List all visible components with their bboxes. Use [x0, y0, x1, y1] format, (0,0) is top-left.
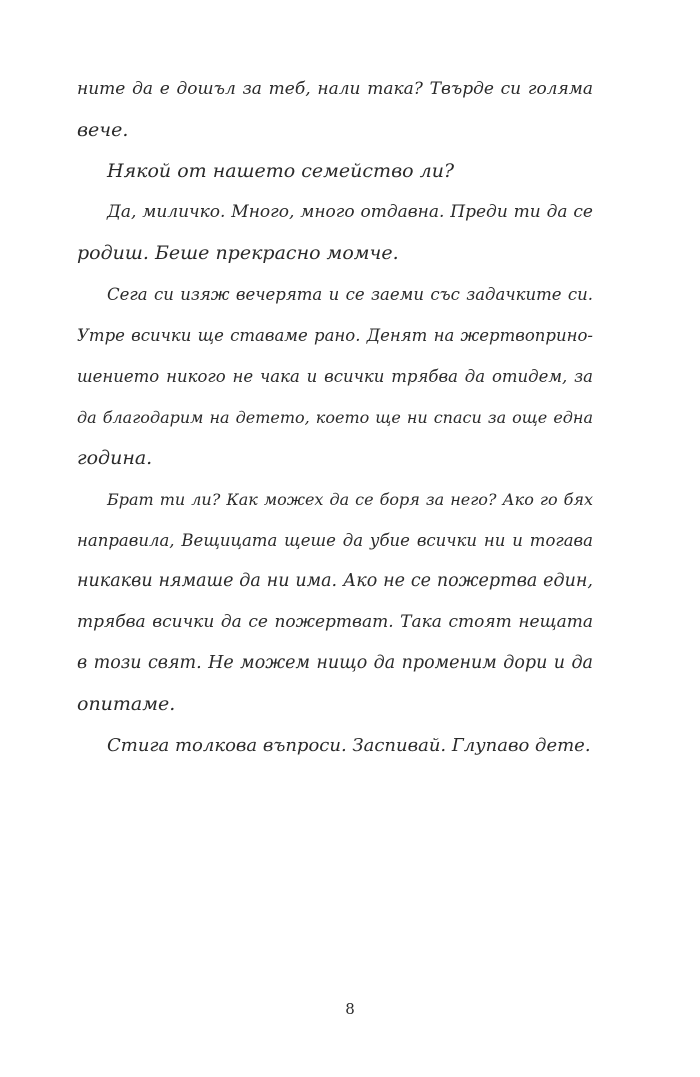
text-line: опитаме.	[77, 693, 176, 715]
text-line: да благодарим на детето, което ще ни спаси за още една	[77, 408, 593, 427]
text-line: Утре всички ще ставаме рано. Денят на жертвоприно-	[77, 326, 593, 345]
body-text	[77, 69, 593, 766]
text-line: Някой от нашето семейство ли?	[107, 160, 455, 182]
text-line: година.	[77, 447, 153, 469]
text-line: Стига толкова въпроси. Заспивай. Глупаво дете.	[107, 735, 591, 756]
text-line: вече.	[77, 119, 129, 141]
text-line: трябва всички да се пожертват. Така стоят нещата	[77, 612, 593, 632]
text-line: шението никого не чака и всички трябва да отидем, за	[77, 367, 593, 386]
text-line: Да, миличко. Много, много отдавна. Преди ти да се	[107, 202, 593, 222]
text-line: Сега си изяж вечерята и се заеми със задачките си.	[107, 285, 593, 304]
text-line: никакви нямаше да ни има. Ако не се пожертва един,	[77, 571, 593, 591]
text-line: направила, Вещицата щеше да убие всички ни и тогава	[77, 531, 593, 550]
text-line: родиш. Беше прекрасно момче.	[77, 242, 399, 264]
text-line: в този свят. Не можем нищо да променим дори и да	[77, 653, 593, 673]
page-number: 8	[345, 1000, 355, 1018]
text-line: ните да е дошъл за теб, нали така? Твърде си голяма	[77, 79, 593, 99]
text-line: Брат ти ли? Как можех да се боря за него? Ако го бях	[107, 490, 593, 509]
